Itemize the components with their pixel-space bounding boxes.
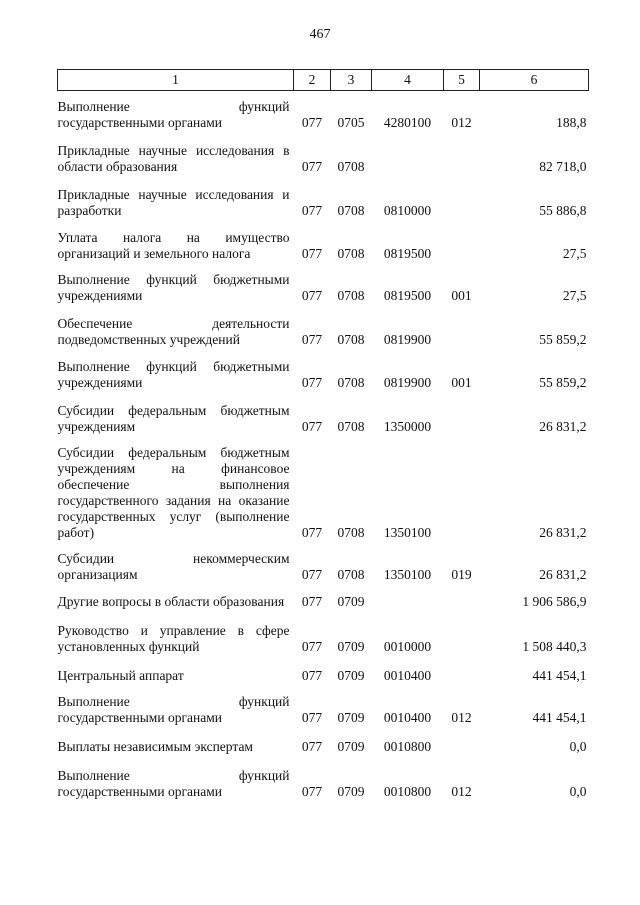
ministry-code: 077 (301, 375, 323, 390)
section-code: 0709 (337, 668, 365, 683)
item-name: Уплата налога на имущество организаций и земельного налога (57, 230, 290, 261)
expense-type-code: 001 (451, 375, 472, 390)
section-code: 0709 (337, 594, 365, 609)
expense-type-code (444, 304, 480, 348)
section-code: 0708 (337, 332, 365, 347)
target-article-code: 4280100 (383, 115, 432, 130)
header-cell-1: 1 (58, 70, 294, 91)
table-row (58, 91, 589, 132)
section-code: 0709 (337, 639, 365, 654)
amount-value: 1 508 440,3 (522, 639, 587, 654)
ministry-code: 077 (301, 710, 323, 725)
amount-value: 0,0 (569, 739, 587, 754)
amount-value: 441 454,1 (532, 710, 587, 725)
target-article-code: 0819900 (383, 375, 432, 390)
amount-value: 1 906 586,9 (522, 594, 587, 609)
expense-type-code: 012 (451, 710, 472, 725)
amount-value: 26 831,2 (539, 525, 587, 540)
expense-type-code: 012 (451, 784, 472, 799)
table-row (58, 262, 589, 304)
target-article-code: 0819500 (383, 288, 432, 303)
ministry-code: 077 (301, 203, 323, 218)
expense-type-code: 012 (451, 115, 472, 130)
item-name: Субсидии некоммерческим организациям (57, 551, 290, 582)
header-cell-3: 3 (331, 70, 372, 91)
table-row (58, 655, 589, 684)
target-article-code (372, 583, 444, 610)
header-cell-4: 4 (372, 70, 444, 91)
amount-value: 0,0 (569, 784, 587, 799)
amount-value: 27,5 (562, 246, 587, 261)
section-code: 0708 (337, 567, 365, 582)
section-code: 0708 (337, 375, 365, 390)
target-article-code: 0819500 (383, 246, 432, 261)
item-name: Субсидии федеральным бюджетным учреждениям на финансовое обеспечение выполнения государственного задания на оказание государственных услуг (выполнение работ) (57, 445, 290, 540)
ministry-code: 077 (301, 525, 323, 540)
section-code: 0708 (337, 159, 365, 174)
table-body (58, 91, 589, 801)
header-cell-2: 2 (294, 70, 331, 91)
ministry-code: 077 (301, 668, 323, 683)
header-cell-5: 5 (444, 70, 480, 91)
amount-value: 441 454,1 (532, 668, 587, 683)
table-row (58, 219, 589, 262)
table-row (58, 610, 589, 655)
target-article-code (372, 131, 444, 175)
header-cell-6: 6 (480, 70, 589, 91)
item-name: Другие вопросы в области образования (57, 594, 285, 609)
table-row (58, 435, 589, 541)
expense-type-code (444, 655, 480, 684)
section-code: 0709 (337, 739, 365, 754)
item-name: Выполнение функций государственными органами (57, 694, 290, 725)
ministry-code: 077 (301, 332, 323, 347)
table-row (58, 541, 589, 583)
expense-type-code (444, 435, 480, 541)
target-article-code: 1350100 (383, 525, 432, 540)
table-row (58, 755, 589, 800)
amount-value: 26 831,2 (539, 419, 587, 434)
expense-type-code (444, 583, 480, 610)
expense-type-code (444, 391, 480, 435)
item-name: Выплаты независимым экспертам (57, 739, 253, 754)
target-article-code: 0819900 (383, 332, 432, 347)
table-row (58, 348, 589, 391)
amount-value: 55 859,2 (539, 375, 587, 390)
ministry-code: 077 (301, 567, 323, 582)
target-article-code: 0010400 (383, 710, 432, 725)
target-article-code: 0810000 (383, 203, 432, 218)
section-code: 0709 (337, 784, 365, 799)
item-name: Прикладные научные исследования в области образования (57, 143, 290, 174)
section-code: 0708 (337, 419, 365, 434)
ministry-code: 077 (301, 115, 323, 130)
ministry-code: 077 (301, 288, 323, 303)
section-code: 0708 (337, 525, 365, 540)
item-name: Субсидии федеральным бюджетным учреждениям (57, 403, 290, 434)
item-name: Выполнение функций бюджетными учреждениями (57, 272, 290, 303)
expense-type-code (444, 175, 480, 219)
target-article-code: 0010400 (383, 668, 432, 683)
section-code: 0708 (337, 203, 365, 218)
header-row (58, 70, 589, 91)
section-code: 0708 (337, 288, 365, 303)
page-number: 467 (309, 27, 331, 42)
amount-value: 26 831,2 (539, 567, 587, 582)
item-name: Выполнение функций бюджетными учреждениями (57, 359, 290, 390)
ministry-code: 077 (301, 159, 323, 174)
amount-value: 27,5 (562, 288, 587, 303)
item-name: Обеспечение деятельности подведомственных учреждений (57, 316, 290, 347)
expense-type-code (444, 131, 480, 175)
ministry-code: 077 (301, 739, 323, 754)
expense-type-code: 019 (451, 567, 472, 582)
target-article-code: 0010800 (383, 739, 432, 754)
expense-type-code (444, 219, 480, 262)
amount-value: 188,8 (556, 115, 587, 130)
item-name: Руководство и управление в сфере установленных функций (57, 623, 290, 654)
ministry-code: 077 (301, 639, 323, 654)
table-row (58, 175, 589, 219)
table-row (58, 131, 589, 175)
target-article-code: 0010000 (383, 639, 432, 654)
table-row (58, 726, 589, 755)
item-name: Прикладные научные исследования и разработки (57, 187, 290, 218)
ministry-code: 077 (301, 784, 323, 799)
amount-value: 82 718,0 (539, 159, 587, 174)
target-article-code: 1350000 (383, 419, 432, 434)
target-article-code: 0010800 (383, 784, 432, 799)
table-row (58, 583, 589, 610)
item-name: Выполнение функций государственными органами (57, 99, 290, 130)
target-article-code: 1350100 (383, 567, 432, 582)
table-row (58, 304, 589, 348)
budget-table (57, 69, 589, 800)
ministry-code: 077 (301, 246, 323, 261)
section-code: 0705 (337, 115, 365, 130)
section-code: 0708 (337, 246, 365, 261)
expense-type-code (444, 726, 480, 755)
amount-value: 55 859,2 (539, 332, 587, 347)
ministry-code: 077 (301, 419, 323, 434)
expense-type-code: 001 (451, 288, 472, 303)
table-row (58, 684, 589, 726)
amount-value: 55 886,8 (539, 203, 587, 218)
ministry-code: 077 (301, 594, 323, 609)
section-code: 0709 (337, 710, 365, 725)
item-name: Центральный аппарат (57, 668, 184, 683)
item-name: Выполнение функций государственными органами (57, 768, 290, 799)
expense-type-code (444, 610, 480, 655)
table-row (58, 391, 589, 435)
